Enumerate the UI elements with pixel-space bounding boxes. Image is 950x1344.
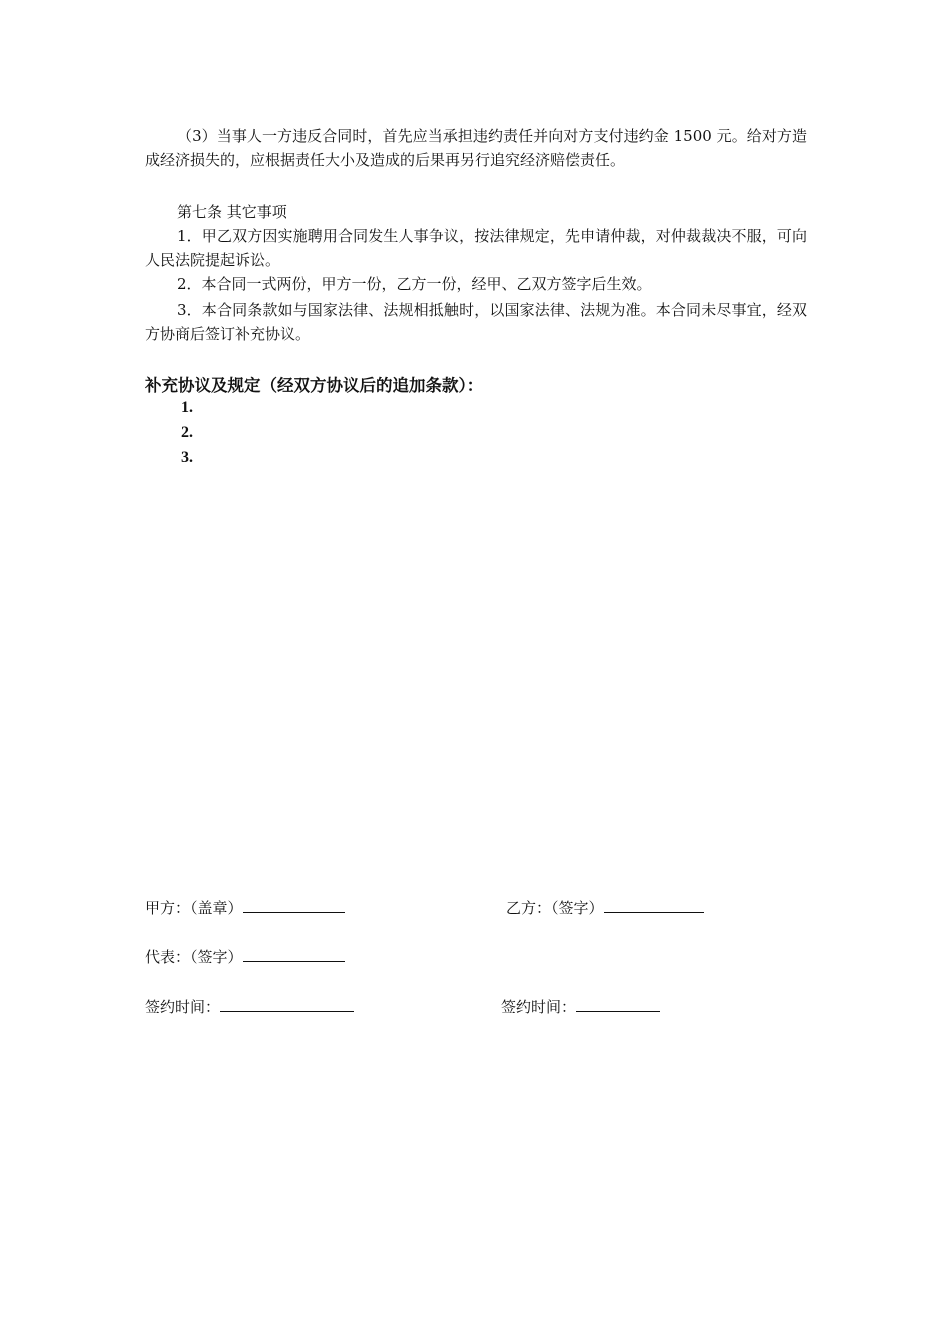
sign-time-b-line[interactable] [576, 997, 660, 1012]
party-a-seal-line[interactable] [243, 898, 345, 913]
supplement-item-1: 1. [181, 399, 193, 416]
article-7-item-3: 3．本合同条款如与国家法律、法规相抵触时，以国家法律、法规为准。本合同未尽事宜，经双方协商后签订补充协议。 [145, 301, 807, 343]
party-a-signature [145, 897, 345, 919]
representative-label: 代表：（签字） [145, 948, 243, 966]
supplement-item-2: 2. [181, 424, 193, 441]
supplement-item-3: 3. [181, 449, 193, 466]
party-a-label: 甲方：（盖章） [145, 899, 243, 917]
party-b-label: 乙方：（签字） [506, 899, 604, 917]
article-7-item-2: 2．本合同一式两份，甲方一份，乙方一份，经甲、乙双方签字后生效。 [177, 275, 652, 293]
representative-signature [145, 946, 345, 968]
sign-time-b-label: 签约时间： [501, 998, 577, 1016]
clause-3-paragraph: （3）当事人一方违反合同时，首先应当承担违约责任并向对方支付违约金 1500 元。给对方造成经济损失的，应根据责任大小及造成的后果再另行追究经济赔偿责任。 [145, 127, 807, 169]
article-7-title: 第七条 其它事项 [177, 203, 287, 221]
sign-time-b [501, 996, 660, 1018]
sign-time-a-label: 签约时间： [145, 998, 221, 1016]
article-7-item-1: 1．甲乙双方因实施聘用合同发生人事争议，按法律规定，先申请仲裁，对仲裁裁决不服，可向人民法院提起诉讼。 [145, 227, 807, 269]
sign-time-a-line[interactable] [220, 997, 354, 1012]
representative-sign-line[interactable] [243, 947, 345, 962]
supplement-heading: 补充协议及规定（经双方协议后的追加条款）： [145, 376, 484, 395]
sign-time-a [145, 996, 354, 1018]
party-b-sign-line[interactable] [604, 898, 704, 913]
party-b-signature [506, 897, 704, 919]
